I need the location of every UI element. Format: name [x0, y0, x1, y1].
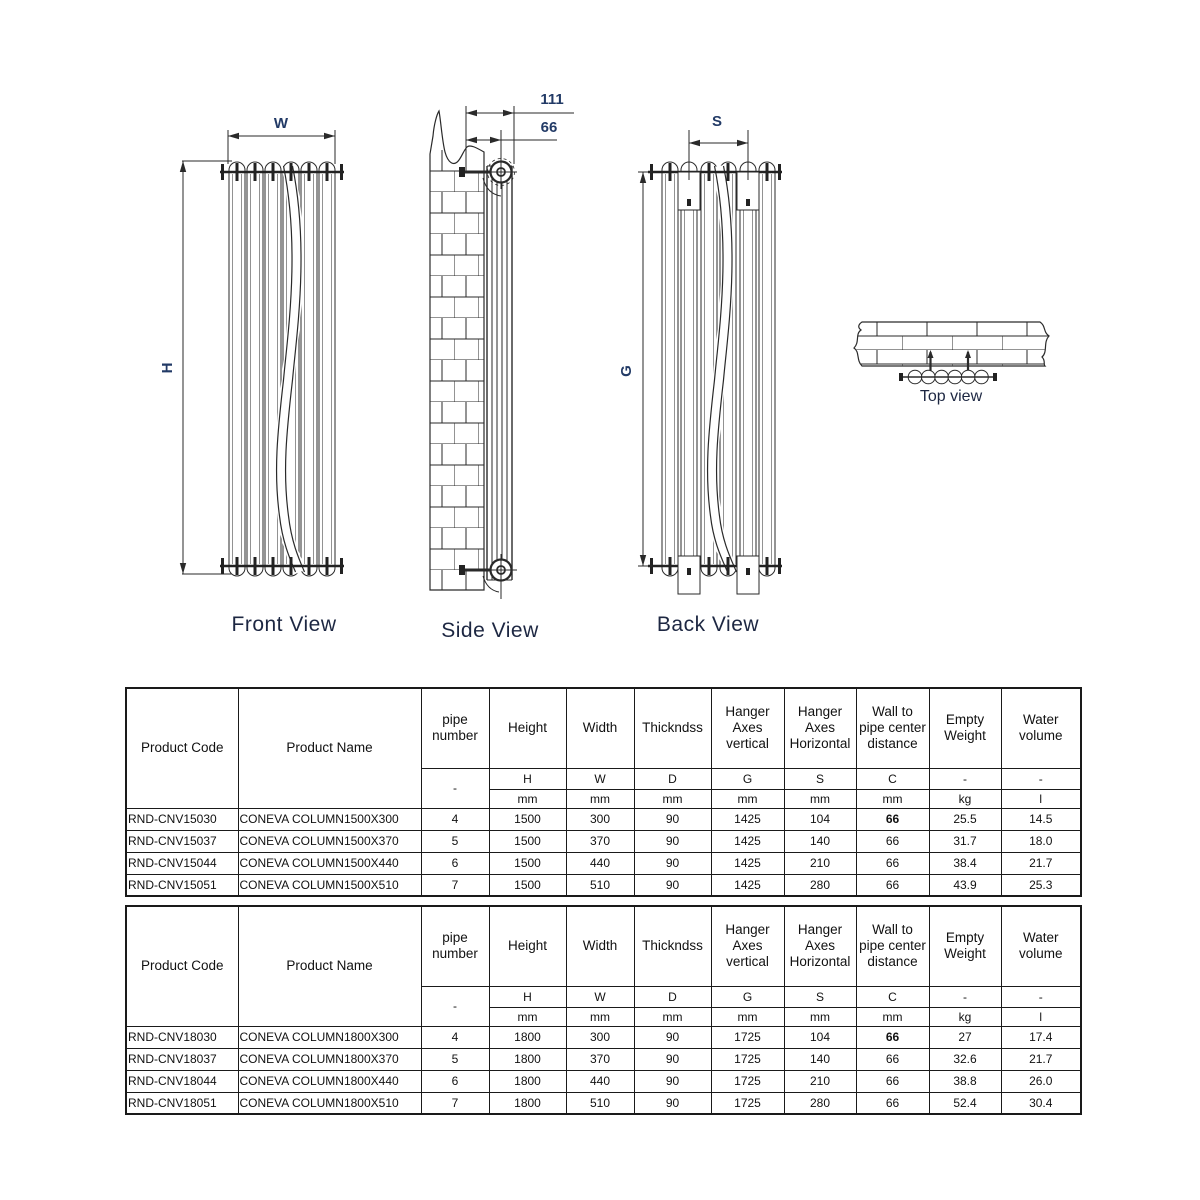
- table-cell: 1800: [489, 1070, 566, 1092]
- back-view-label: Back View: [656, 613, 760, 636]
- table-cell: CONEVA COLUMN1500X440: [238, 852, 421, 874]
- table-cell: 7: [421, 1092, 489, 1114]
- back-hanger-span-label: S: [711, 113, 723, 130]
- col-header-empty-weight: Empty Weight: [929, 688, 1001, 768]
- unit-empty-weight: kg: [929, 1007, 1001, 1026]
- side-view: [430, 91, 574, 642]
- table-cell: 1725: [711, 1070, 784, 1092]
- symbol-pipe-number: -: [421, 768, 489, 808]
- table-cell: RND-CNV18037: [126, 1048, 238, 1070]
- table-cell: 90: [634, 874, 711, 896]
- front-width-dim-label: W: [273, 115, 289, 132]
- symbol-hanger-vertical: G: [711, 986, 784, 1007]
- table-cell: RND-CNV18030: [126, 1026, 238, 1048]
- table-cell: 27: [929, 1026, 1001, 1048]
- col-header-hanger-vertical: Hanger Axes vertical: [711, 906, 784, 986]
- symbol-thickness: D: [634, 768, 711, 789]
- table-cell: 210: [784, 852, 856, 874]
- top-radiator-pipes: [899, 370, 997, 384]
- side-wall-to-pipe-label: 66: [540, 119, 558, 136]
- table-cell: CONEVA COLUMN1800X510: [238, 1092, 421, 1114]
- symbol-pipe-number: -: [421, 986, 489, 1026]
- table-cell: 510: [566, 874, 634, 896]
- front-width-dimension: [228, 130, 335, 164]
- table-row: [126, 1070, 1081, 1092]
- table-cell: 90: [634, 1048, 711, 1070]
- table-cell: 1425: [711, 830, 784, 852]
- symbol-wall-to-pipe: C: [856, 986, 929, 1007]
- table-header: [126, 906, 1081, 1026]
- table-cell: 66: [856, 1092, 929, 1114]
- symbol-width: W: [566, 768, 634, 789]
- table-cell: 21.7: [1001, 1048, 1081, 1070]
- table-cell: 43.9: [929, 874, 1001, 896]
- table-cell: 370: [566, 1048, 634, 1070]
- table-cell: 90: [634, 1070, 711, 1092]
- table-cell: 5: [421, 1048, 489, 1070]
- table-cell: 30.4: [1001, 1092, 1081, 1114]
- table-cell: 17.4: [1001, 1026, 1081, 1048]
- table-cell: 66: [856, 808, 929, 830]
- table-cell: RND-CNV15037: [126, 830, 238, 852]
- table-cell: 6: [421, 1070, 489, 1092]
- col-header-height: Height: [489, 688, 566, 768]
- front-view: [159, 115, 344, 636]
- table-cell: 1425: [711, 874, 784, 896]
- table-cell: 280: [784, 874, 856, 896]
- table-cell: 66: [856, 852, 929, 874]
- table-cell: 90: [634, 852, 711, 874]
- table-cell: 26.0: [1001, 1070, 1081, 1092]
- table-row: [126, 808, 1081, 830]
- table-row: [126, 1026, 1081, 1048]
- table-cell: 1425: [711, 808, 784, 830]
- table-cell: 66: [856, 1048, 929, 1070]
- table-cell: 1500: [489, 852, 566, 874]
- table-cell: 1725: [711, 1026, 784, 1048]
- top-view: [854, 322, 1049, 405]
- col-header-height: Height: [489, 906, 566, 986]
- unit-width: mm: [566, 789, 634, 808]
- table-cell: 25.3: [1001, 874, 1081, 896]
- side-view-label: Side View: [441, 619, 539, 642]
- unit-water-volume: l: [1001, 1007, 1081, 1026]
- table-cell: 300: [566, 808, 634, 830]
- table-cell: CONEVA COLUMN1800X370: [238, 1048, 421, 1070]
- col-header-product-code: Product Code: [126, 906, 238, 1026]
- symbol-water-volume: -: [1001, 768, 1081, 789]
- table-cell: 6: [421, 852, 489, 874]
- back-hanger-vertical-label: G: [618, 365, 635, 377]
- table-cell: 66: [856, 830, 929, 852]
- table-cell: 4: [421, 1026, 489, 1048]
- table-row: [126, 830, 1081, 852]
- table-cell: 140: [784, 830, 856, 852]
- unit-hanger-horizontal: mm: [784, 789, 856, 808]
- table-cell: RND-CNV15044: [126, 852, 238, 874]
- col-header-product-name: Product Name: [238, 688, 421, 808]
- front-height-dim-label: H: [159, 362, 176, 374]
- table-cell: 90: [634, 808, 711, 830]
- unit-wall-to-pipe: mm: [856, 789, 929, 808]
- symbol-height: H: [489, 986, 566, 1007]
- table-cell: RND-CNV18051: [126, 1092, 238, 1114]
- unit-hanger-vertical: mm: [711, 1007, 784, 1026]
- top-view-label: Top view: [919, 388, 983, 405]
- col-header-thickness: Thickndss: [634, 688, 711, 768]
- table-cell: CONEVA COLUMN1500X510: [238, 874, 421, 896]
- table-cell: 104: [784, 808, 856, 830]
- front-view-label: Front View: [231, 613, 337, 636]
- unit-height: mm: [489, 789, 566, 808]
- table-cell: 140: [784, 1048, 856, 1070]
- table-cell: 1725: [711, 1092, 784, 1114]
- col-header-pipe-number: pipe number: [421, 906, 489, 986]
- table-cell: 1800: [489, 1026, 566, 1048]
- table-cell: CONEVA COLUMN1500X300: [238, 808, 421, 830]
- spec-table-1800: [125, 905, 1082, 1115]
- table-cell: 5: [421, 830, 489, 852]
- table-cell: 32.6: [929, 1048, 1001, 1070]
- table-cell: 66: [856, 1026, 929, 1048]
- side-radiator-profile: [487, 166, 512, 580]
- table-body-1800: [126, 1026, 1081, 1114]
- unit-water-volume: l: [1001, 789, 1081, 808]
- back-hanger-vertical-dimension: [638, 172, 652, 566]
- unit-thickness: mm: [634, 1007, 711, 1026]
- col-header-width: Width: [566, 688, 634, 768]
- table-cell: 14.5: [1001, 808, 1081, 830]
- col-header-pipe-number: pipe number: [421, 688, 489, 768]
- table-cell: 1425: [711, 852, 784, 874]
- side-depth-total-label: 111: [540, 91, 564, 108]
- col-header-wall-to-pipe: Wall to pipe center distance: [856, 688, 929, 768]
- col-header-empty-weight: Empty Weight: [929, 906, 1001, 986]
- table-cell: 300: [566, 1026, 634, 1048]
- table-cell: RND-CNV18044: [126, 1070, 238, 1092]
- symbol-thickness: D: [634, 986, 711, 1007]
- table-cell: 66: [856, 874, 929, 896]
- symbol-empty-weight: -: [929, 986, 1001, 1007]
- symbol-hanger-horizontal: S: [784, 768, 856, 789]
- symbol-height: H: [489, 768, 566, 789]
- table-row: [126, 1048, 1081, 1070]
- col-header-thickness: Thickndss: [634, 906, 711, 986]
- front-height-dimension: [180, 161, 232, 574]
- table-cell: CONEVA COLUMN1800X300: [238, 1026, 421, 1048]
- symbol-width: W: [566, 986, 634, 1007]
- col-header-water-volume: Water volume: [1001, 906, 1081, 986]
- table-header: [126, 688, 1081, 808]
- side-wall: [430, 111, 484, 590]
- table-cell: 1500: [489, 830, 566, 852]
- unit-width: mm: [566, 1007, 634, 1026]
- spec-table-1500: [125, 687, 1082, 897]
- table-cell: 38.4: [929, 852, 1001, 874]
- table-cell: 38.8: [929, 1070, 1001, 1092]
- col-header-product-code: Product Code: [126, 688, 238, 808]
- table-cell: 18.0: [1001, 830, 1081, 852]
- symbol-wall-to-pipe: C: [856, 768, 929, 789]
- table-cell: 210: [784, 1070, 856, 1092]
- table-cell: 1500: [489, 808, 566, 830]
- table-cell: 280: [784, 1092, 856, 1114]
- table-cell: 7: [421, 874, 489, 896]
- col-header-hanger-horizontal: Hanger Axes Horizontal: [784, 688, 856, 768]
- table-cell: 440: [566, 852, 634, 874]
- table-cell: 90: [634, 1092, 711, 1114]
- unit-hanger-vertical: mm: [711, 789, 784, 808]
- table-cell: 25.5: [929, 808, 1001, 830]
- col-header-hanger-vertical: Hanger Axes vertical: [711, 688, 784, 768]
- table-cell: 1800: [489, 1048, 566, 1070]
- symbol-hanger-horizontal: S: [784, 986, 856, 1007]
- unit-hanger-horizontal: mm: [784, 1007, 856, 1026]
- back-view: [618, 113, 782, 636]
- table-cell: 1500: [489, 874, 566, 896]
- table-body-1500: [126, 808, 1081, 896]
- symbol-hanger-vertical: G: [711, 768, 784, 789]
- table-cell: 1725: [711, 1048, 784, 1070]
- table-row: [126, 1092, 1081, 1114]
- table-cell: RND-CNV15030: [126, 808, 238, 830]
- table-cell: CONEVA COLUMN1500X370: [238, 830, 421, 852]
- table-cell: 90: [634, 1026, 711, 1048]
- table-cell: 1800: [489, 1092, 566, 1114]
- unit-empty-weight: kg: [929, 789, 1001, 808]
- col-header-hanger-horizontal: Hanger Axes Horizontal: [784, 906, 856, 986]
- table-cell: RND-CNV15051: [126, 874, 238, 896]
- table-cell: 90: [634, 830, 711, 852]
- table-cell: 21.7: [1001, 852, 1081, 874]
- symbol-water-volume: -: [1001, 986, 1081, 1007]
- table-cell: CONEVA COLUMN1800X440: [238, 1070, 421, 1092]
- table-cell: 52.4: [929, 1092, 1001, 1114]
- table-row: [126, 874, 1081, 896]
- col-header-product-name: Product Name: [238, 906, 421, 1026]
- top-wall: [854, 322, 1049, 366]
- col-header-water-volume: Water volume: [1001, 688, 1081, 768]
- table-cell: 510: [566, 1092, 634, 1114]
- table-cell: 104: [784, 1026, 856, 1048]
- unit-height: mm: [489, 1007, 566, 1026]
- table-cell: 440: [566, 1070, 634, 1092]
- col-header-width: Width: [566, 906, 634, 986]
- table-cell: 370: [566, 830, 634, 852]
- table-cell: 4: [421, 808, 489, 830]
- table-cell: 66: [856, 1070, 929, 1092]
- table-cell: 31.7: [929, 830, 1001, 852]
- unit-thickness: mm: [634, 789, 711, 808]
- unit-wall-to-pipe: mm: [856, 1007, 929, 1026]
- table-row: [126, 852, 1081, 874]
- symbol-empty-weight: -: [929, 768, 1001, 789]
- col-header-wall-to-pipe: Wall to pipe center distance: [856, 906, 929, 986]
